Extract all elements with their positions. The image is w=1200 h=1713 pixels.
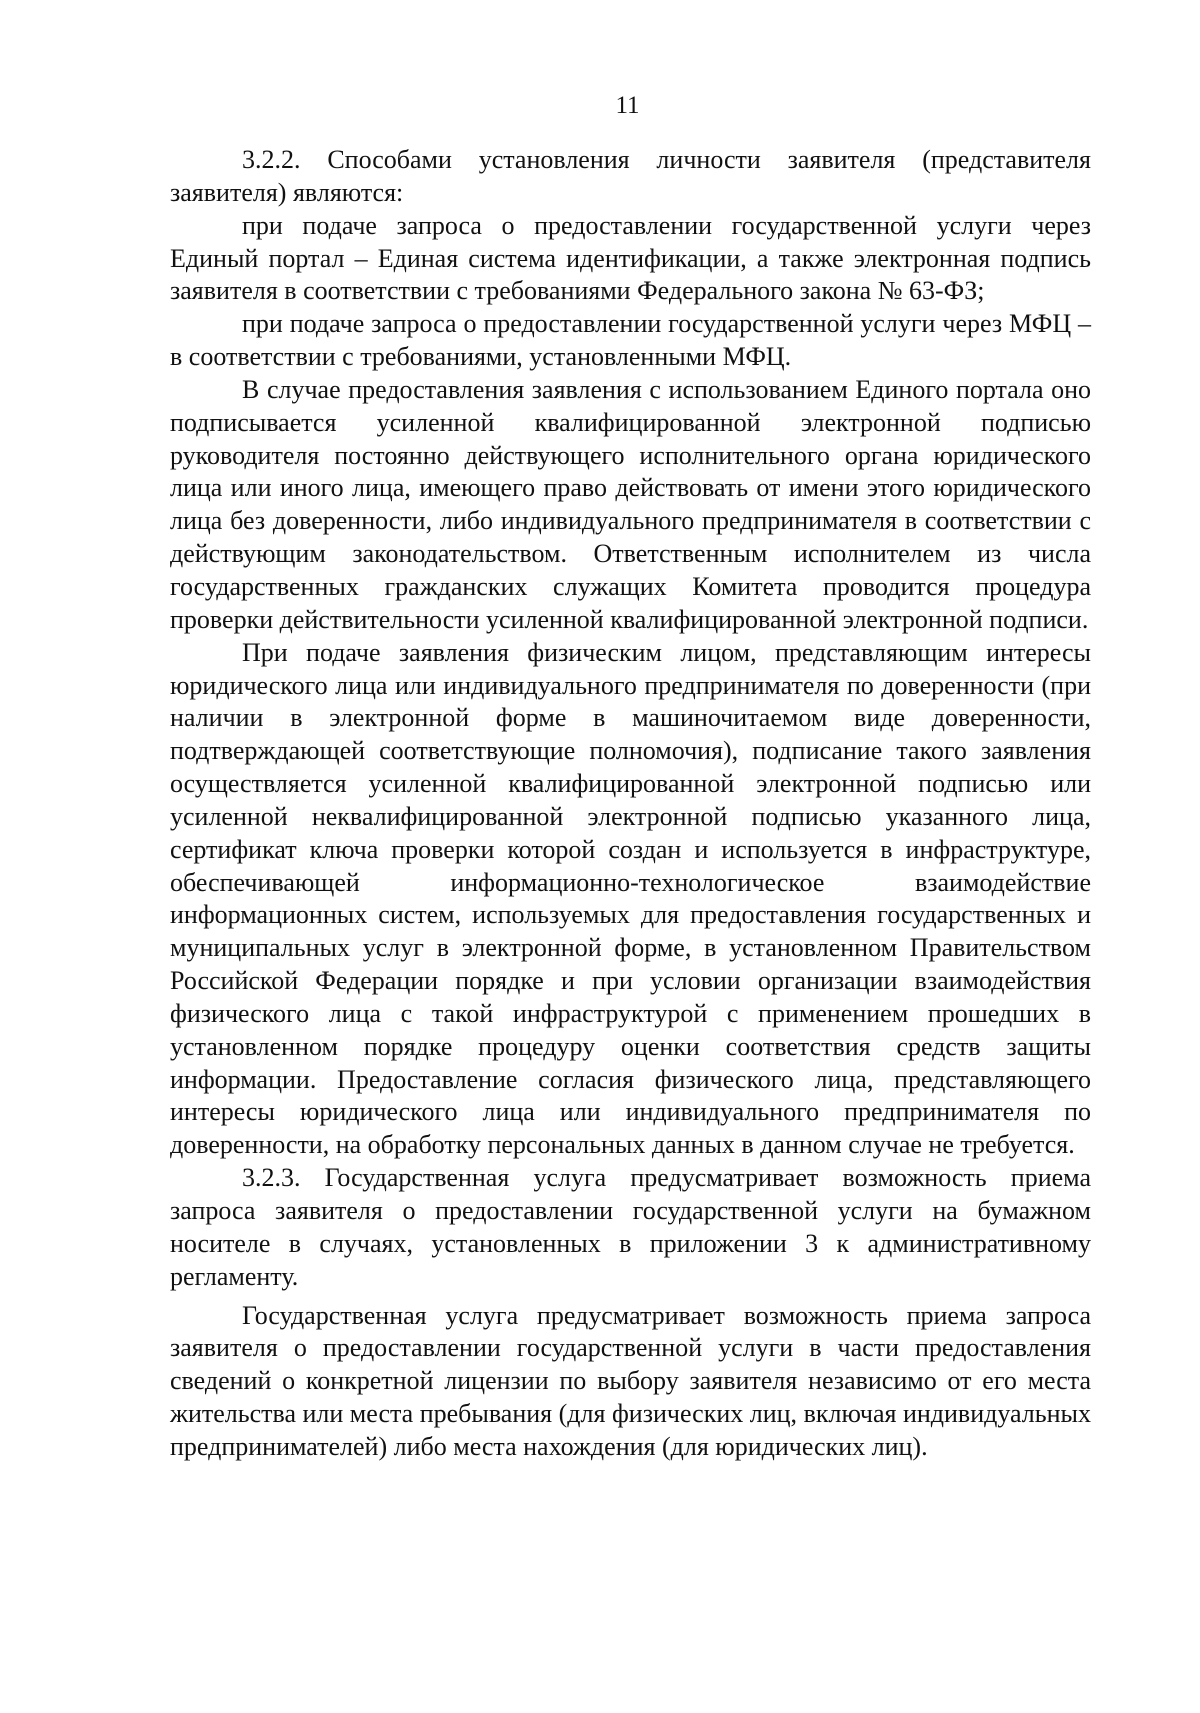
- paragraph-single-portal-signature: В случае предоставления заявления с использованием Единого портала оно подписывается усиленной квалифицированной электронной подписью руководителя постоянно действующего исполнительного органа юридического лица или иного лица, имеющего право действовать от имени этого юридического лица без доверенности, либо индивидуального предпринимателя в соответствии с действующим законодательством. Ответственным исполнителем из числа государственных гражданских служащих Комитета проводится процедура проверки действительности усиленной квалифицированной электронной подписи.: [170, 374, 1091, 634]
- document-body: [170, 144, 1091, 1464]
- paragraph-mfc-identification: при подаче запроса о предоставлении государственной услуги через МФЦ – в соответствии с требованиями, установленными МФЦ.: [170, 309, 1091, 372]
- paragraph-power-of-attorney: При подаче заявления физическим лицом, представляющим интересы юридического лица или индивидуального предпринимателя по доверенности (при наличии в электронной форме в машиночитаемом виде доверенности, подтверждающей соответствующие полномочия), подписание такого заявления осуществляется усиленной квалифицированной электронной подписью или усиленной неквалифицированной электронной подписью указанного лица, сертификат ключа проверки которой создан и используется в инфраструктуре, обеспечивающей информационно-технологическое взаимодействие информационных систем, используемых для предоставления государственных и муниципальных услуг в электронной форме, в установленном Правительством Российской Федерации порядке и при условии организации взаимодействия физического лица с такой инфраструктурой с применением прошедших в установленном порядке процедуру оценки соответствия средств защиты информации. Предоставление согласия физического лица, представляющего интересы юридического лица или индивидуального предпринимателя по доверенности, на обработку персональных данных в данном случае не требуется.: [170, 637, 1091, 1160]
- paragraph-license-info-request: Государственная услуга предусматривает возможность приема запроса заявителя о предоставлении государственной услуги в части предоставления сведений о конкретной лицензии по выбору заявителя независимо от его места жительства или места пребывания (для физических лиц, включая индивидуальных предпринимателей) либо места нахождения (для юридических лиц).: [170, 1300, 1091, 1461]
- paragraph-3-2-3-paper-request: 3.2.3. Государственная услуга предусматривает возможность приема запроса заявителя о предоставлении государственной услуги на бумажном носителе в случаях, установленных в приложении 3 к административному регламенту.: [170, 1163, 1091, 1291]
- page-number: 11: [615, 92, 640, 119]
- paragraph-3-2-2-intro: 3.2.2. Способами установления личности заявителя (представителя заявителя) являются:: [170, 145, 1091, 207]
- paragraph-single-portal-identification: при подаче запроса о предоставлении государственной услуги через Единый портал – Единая система идентификации, а также электронная подпись заявителя в соответствии с требованиями Федерального закона № 63-ФЗ;: [170, 210, 1091, 306]
